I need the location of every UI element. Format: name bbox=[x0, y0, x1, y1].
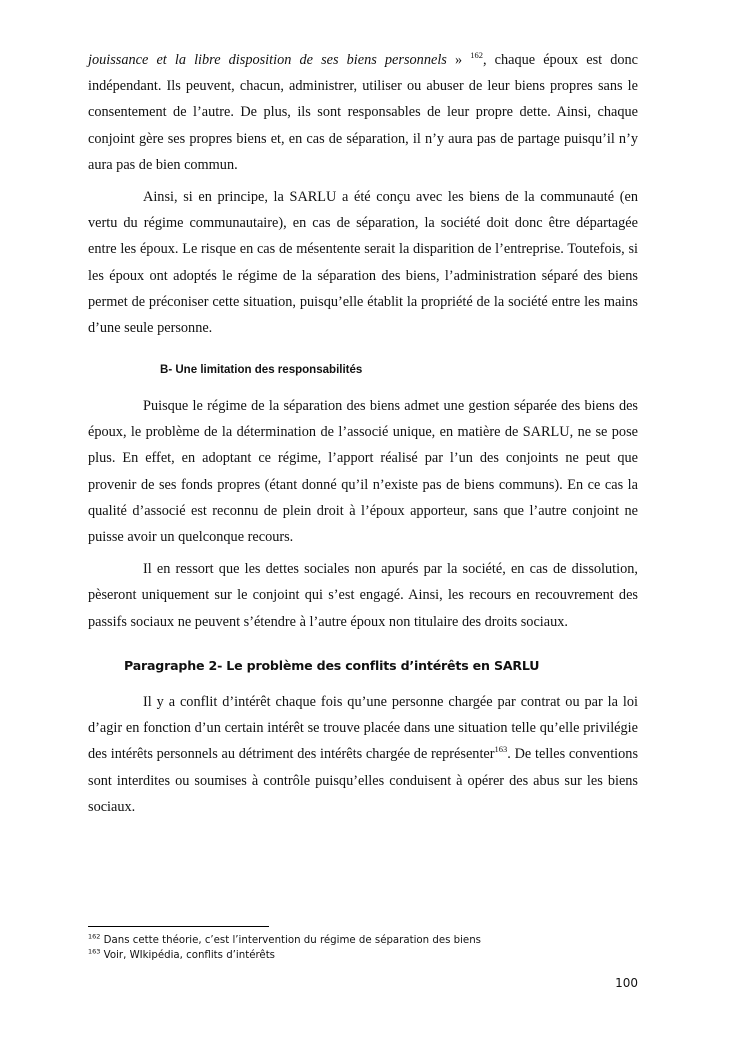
paragraph bbox=[88, 689, 638, 820]
footnote-ref-162[interactable]: 162 bbox=[470, 50, 483, 61]
footnote-separator bbox=[88, 926, 269, 927]
section-heading-paragraphe-2: Paragraphe 2- Le problème des conflits d’intérêts en SARLU bbox=[124, 658, 540, 673]
italic-quote: jouissance et la libre disposition de ses biens personnels bbox=[88, 52, 447, 68]
paragraph-text: . De telles conventions sont interdites ou soumises à contrôle puisqu’elles conduisent à opérer des abus sur les biens sociaux. bbox=[88, 746, 639, 815]
paragraph: Puisque le régime de la séparation des biens admet une gestion séparée des biens des époux, le problème de la détermination de l’associé unique, en matière de SARLU, ne se pose plus. En effet, en adoptant ce régime, l’apport réalisé par l’un des conjoints ne peut que provenir de ses fonds propres (étant donné qu’il n’existe pas de biens communs). En ce cas la qualité d’associé est reconnu de plein droit à l’époux apporteur, sans que l’autre conjoint ne puisse avoir un quelconque recours. bbox=[88, 398, 638, 546]
body-block-top bbox=[88, 47, 638, 347]
footnote-text: Voir, WIkipédia, conflits d’intérêts bbox=[100, 950, 275, 961]
paragraph: Ainsi, si en principe, la SARLU a été conçu avec les biens de la communauté (en vertu du régime communautaire), en cas de séparation, la société doit donc être départagée entre les époux. Le risque en cas de mésentente serait la disparition de l’entreprise. Toutefois, si les époux ont adoptés le régime de la séparation des biens, l’administration séparé des biens permet de préconiser cette situation, puisqu’elle établit la propriété de la société entre les mains d’une seule personne. bbox=[88, 189, 638, 337]
page-number: 100 bbox=[615, 976, 638, 990]
quote-close: » bbox=[446, 52, 463, 68]
footnote-text: Dans cette théorie, c’est l’intervention du régime de séparation des biens bbox=[100, 935, 481, 946]
paragraph-text: , chaque époux est donc indépendant. Ils peuvent, chacun, administrer, utiliser ou abuser de leur biens propres sans le consentement de l’autre. De plus, ils sont responsables de leur propre dette. Ainsi, chaque conjoint gère ses propres biens et, en cas de séparation, il n’y aura pas de partage puisqu’il n’y aura pas de bien commun. bbox=[88, 52, 638, 173]
body-block-mid bbox=[88, 393, 638, 641]
paragraph-text: Il y a conflit d’intérêt chaque fois qu’une personne chargée par contrat ou par la loi d’agir en fonction d’un certain intérêt se trouve placée dans une situation telle qu’elle privilégie des intérêts personnels au détriment des intérêts chargée de représenter bbox=[88, 694, 638, 763]
footnotes bbox=[88, 933, 648, 963]
footnote-163 bbox=[88, 948, 648, 963]
footnote-number: 163 bbox=[88, 947, 101, 956]
footnote-number: 162 bbox=[88, 932, 101, 941]
footnote-ref-163[interactable]: 163 bbox=[494, 744, 508, 755]
paragraph: Il en ressort que les dettes sociales non apurés par la société, en cas de dissolution, pèseront uniquement sur le conjoint qui s’est engagé. Ainsi, les recours en recouvrement des passifs sociaux ne peuvent s’étendre à l’autre époux non titulaire des droits sociaux. bbox=[88, 561, 638, 630]
section-heading-b: B- Une limitation des responsabilités bbox=[160, 362, 363, 376]
footnote-162 bbox=[88, 933, 648, 948]
paragraph-continuation bbox=[88, 47, 638, 178]
body-block-bottom bbox=[88, 689, 638, 826]
